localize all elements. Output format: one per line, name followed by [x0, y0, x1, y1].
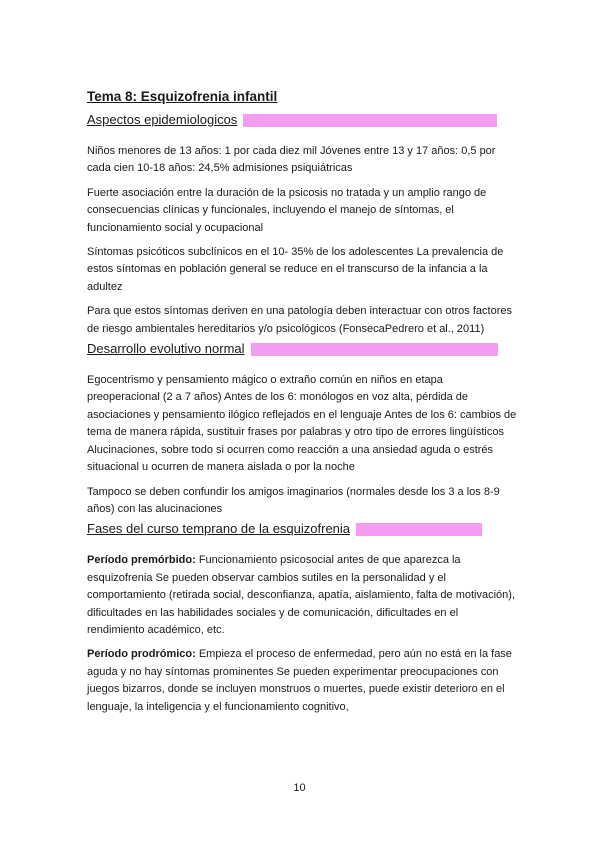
page-number: 10: [293, 782, 306, 794]
labeled-paragraph: [87, 552, 517, 639]
highlight-mark: [243, 114, 497, 127]
paragraph: Fuerte asociación entre la duración de la psicosis no tratada y un amplio rango de consecuencias clínicas y funcionales, incluyendo el manejo de síntomas, el funcionamiento social y ocupacional: [87, 186, 487, 234]
paragraph-text: Funcionamiento psicosocial antes de que aparezca la esquizofrenia Se pueden observar cambios sutiles en la personalidad y el comportamiento (retirada social, desconfianza, apatía, aislamiento, falta de motivación), dificultades en las habilidades sociales y de comunicación, dificultades en el rendimiento académico, etc.: [87, 554, 515, 636]
highlight-mark: [356, 523, 482, 536]
section-heading-text: Aspectos epidemiologicos: [87, 112, 238, 127]
paragraph: Niños menores de 13 años: 1 por cada diez mil Jóvenes entre 13 y 17 años: 0,5 por cada cien 10-18 años: 24,5% admisiones psiquiátricas: [87, 145, 496, 175]
paragraph-label: Período premórbido:: [87, 554, 196, 567]
paragraph: Síntomas psicóticos subclínicos en el 10- 35% de los adolescentes La prevalencia de estos síntomas en población general se reduce en el transcurso de la infancia a la adultez: [87, 246, 504, 293]
paragraph: Egocentrismo y pensamiento mágico o extraño común en niños en etapa preoperacional (2 a 7 años) Antes de los 6: monólogos en voz alta, pérdida de asociaciones y pensamiento ilógico reflejados en el lenguaje Antes de los 6: cambios de tema de manera rápida, sustituir frases por palabras y otro tipo de errores lingüísticos Alucinaciones, sobre todo si ocurren como reacción a una ansiedad aguda o estrés situacional u ocurren de manera aislada o por la noche: [87, 374, 517, 474]
section-heading-epidemiologicos: [87, 111, 517, 129]
section-heading-text: Desarrollo evolutivo normal: [87, 341, 245, 357]
section-heading-desarrollo: [87, 340, 517, 358]
paragraph: Tampoco se deben confundir los amigos imaginarios (normales desde los 3 a los 8-9 años) con las alucinaciones: [87, 485, 500, 515]
paragraph-label: Período prodrómico:: [87, 648, 196, 661]
section-heading-text: Fases del curso temprano de la esquizofrenia: [87, 521, 351, 537]
page-content: [87, 88, 517, 716]
paragraph-text: Empieza el proceso de enfermedad, pero aún no está en la fase aguda y no hay síntomas prominentes Se pueden experimentar preocupaciones con juegos bizarros, donde se incluyen monstruos o muertes, puede existir deterioro en el lenguaje, la inteligencia y el funcionamiento cognitivo,: [87, 648, 512, 713]
labeled-paragraph: [87, 646, 517, 716]
highlight-mark: [251, 343, 498, 356]
page-title: Tema 8: Esquizofrenia infantil: [87, 89, 278, 104]
section-heading-fases: [87, 520, 517, 538]
paragraph: Para que estos síntomas deriven en una patología deben interactuar con otros factores de riesgo ambientales hereditarios y/o psicológicos (FonsecaPedrero et al., 2011): [87, 305, 512, 335]
